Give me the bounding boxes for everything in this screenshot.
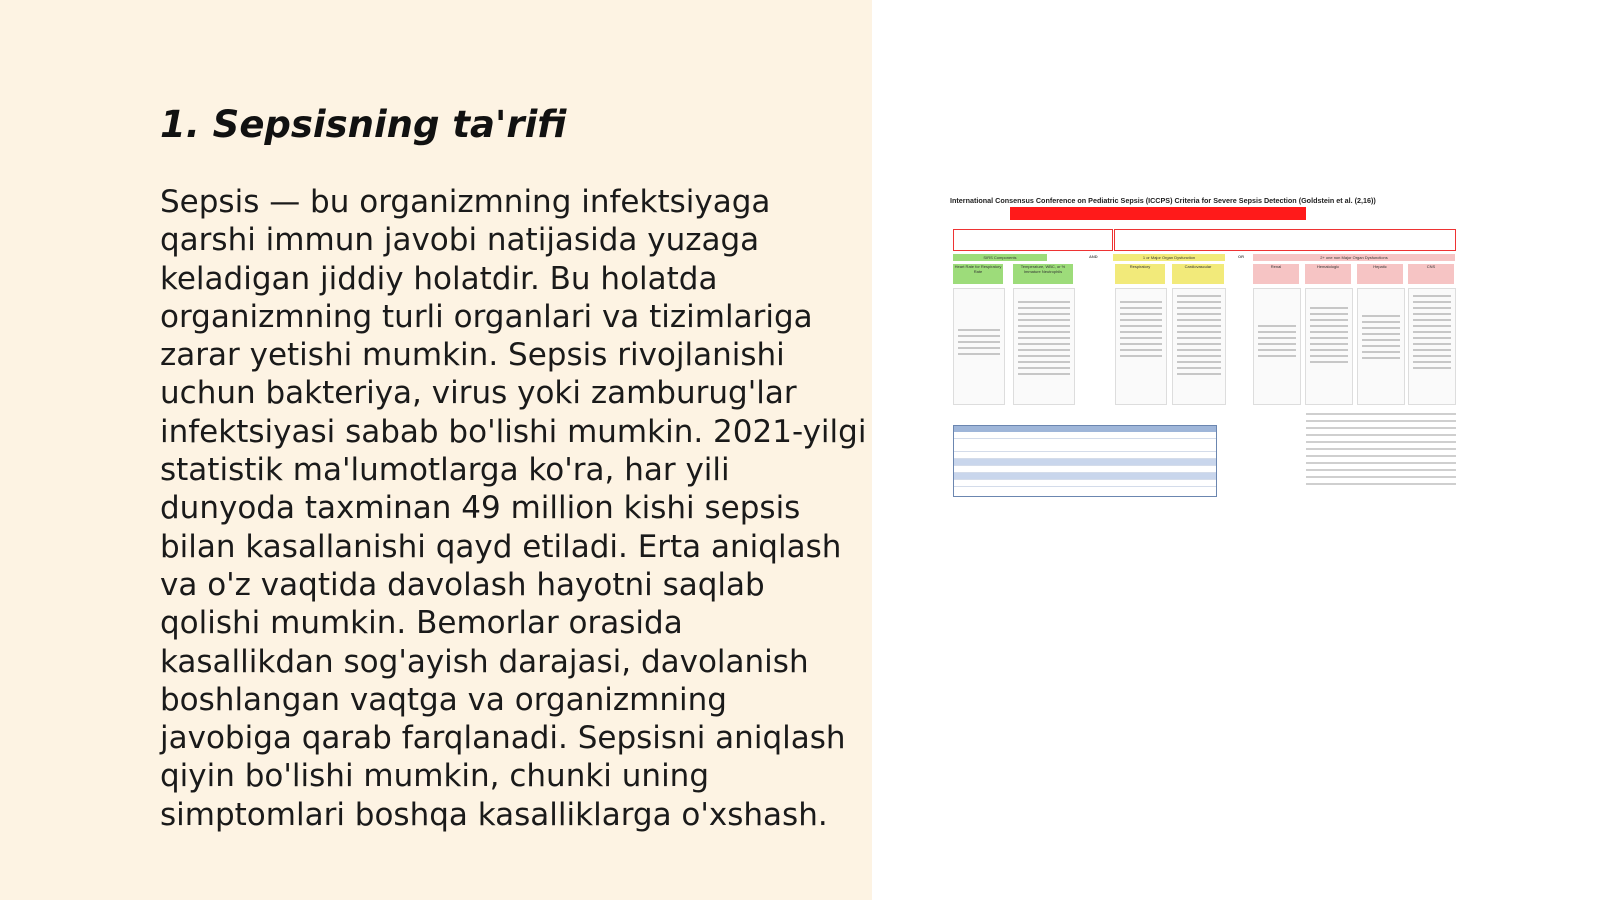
body-line: statistik ma'lumotlarga ko'ra, har yili: [160, 452, 730, 489]
body-line: va o'z vaqtida davolash hayotni saqlab: [160, 566, 765, 603]
body-line: javobiga qarab farqlanadi. Sepsisni aniqlash: [160, 720, 846, 757]
figure-footnotes: [1306, 408, 1456, 503]
connector-label: OR: [1238, 254, 1244, 259]
body-line: kasallikdan sog'ayish darajasi, davolanish: [160, 643, 809, 680]
column-header: SIRS Components: [953, 254, 1047, 261]
criteria-cell: Respiratory: [1115, 264, 1165, 284]
body-line: infektsiyasi sabab bo'lishi mumkin. 2021-yilgi: [160, 413, 867, 450]
criteria-column-body: [1253, 288, 1301, 405]
body-line: zarar yetishi mumkin. Sepsis rivojlanishi: [160, 337, 785, 374]
body-paragraph: [160, 183, 867, 834]
figure-banner: [1010, 207, 1306, 220]
slide-title: 1. Sepsisning ta'rifi: [160, 103, 567, 146]
body-line: keladigan jiddiy holatdir. Bu holatda: [160, 260, 718, 297]
body-line: qolishi mumkin. Bemorlar orasida: [160, 605, 683, 642]
criteria-column-body: [1408, 288, 1456, 405]
body-line: uchun bakteriya, virus yoki zamburug'lar: [160, 375, 797, 412]
criteria-cell: Renal: [1253, 264, 1299, 284]
connector-label: AND: [1089, 254, 1098, 259]
criteria-column-body: [1115, 288, 1167, 405]
table-row: [954, 439, 1216, 452]
table-row: [954, 473, 1216, 480]
body-line: boshlangan vaqtga va organizmning: [160, 681, 727, 718]
figure-criteria-box: [953, 229, 1113, 251]
criteria-column-body: [1013, 288, 1075, 405]
table-row: [954, 432, 1216, 439]
table-row: [954, 466, 1216, 473]
criteria-cell: Hepatic: [1357, 264, 1403, 284]
criteria-cell: CNS: [1408, 264, 1454, 284]
column-header: 1 or Major Organ Dysfunction: [1113, 254, 1225, 261]
criteria-column-body: [1172, 288, 1226, 405]
criteria-cell: Temperature, WBC, or % Immature Neutrophils: [1013, 264, 1073, 284]
criteria-cell: Cardiovascular: [1172, 264, 1224, 284]
body-line: qarshi immun javobi natijasida yuzaga: [160, 222, 760, 259]
column-header: 2+ one non Major Organ Dysfunctions: [1253, 254, 1455, 261]
criteria-column-body: [1305, 288, 1353, 405]
body-line: organizmning turli organlari va tizimlariga: [160, 298, 813, 335]
criteria-cell: Hematologic: [1305, 264, 1351, 284]
table-row: [954, 459, 1216, 466]
criteria-column-body: [953, 288, 1005, 405]
body-line: dunyoda taxminan 49 million kishi sepsis: [160, 490, 801, 527]
sepsis-criteria-figure: [950, 196, 1460, 501]
body-line: qiyin bo'lishi mumkin, chunki uning: [160, 758, 710, 795]
body-line: bilan kasallanishi qayd etiladi. Erta aniqlash: [160, 528, 842, 565]
body-line: simptomlari boshqa kasalliklarga o'xshash.: [160, 796, 828, 833]
vital-signs-table: [953, 425, 1217, 497]
table-row: [954, 452, 1216, 459]
figure-title: International Consensus Conference on Pediatric Sepsis (ICCPS) Criteria for Severe Sepsis Detection (Goldstein et al. (2,16)): [950, 196, 1376, 205]
criteria-cell: Heart Rate for Respiratory Rate: [953, 264, 1003, 284]
criteria-column-body: [1357, 288, 1405, 405]
figure-criteria-box: [1114, 229, 1456, 251]
table-row: [954, 480, 1216, 487]
body-line: Sepsis — bu organizmning infektsiyaga: [160, 184, 771, 220]
